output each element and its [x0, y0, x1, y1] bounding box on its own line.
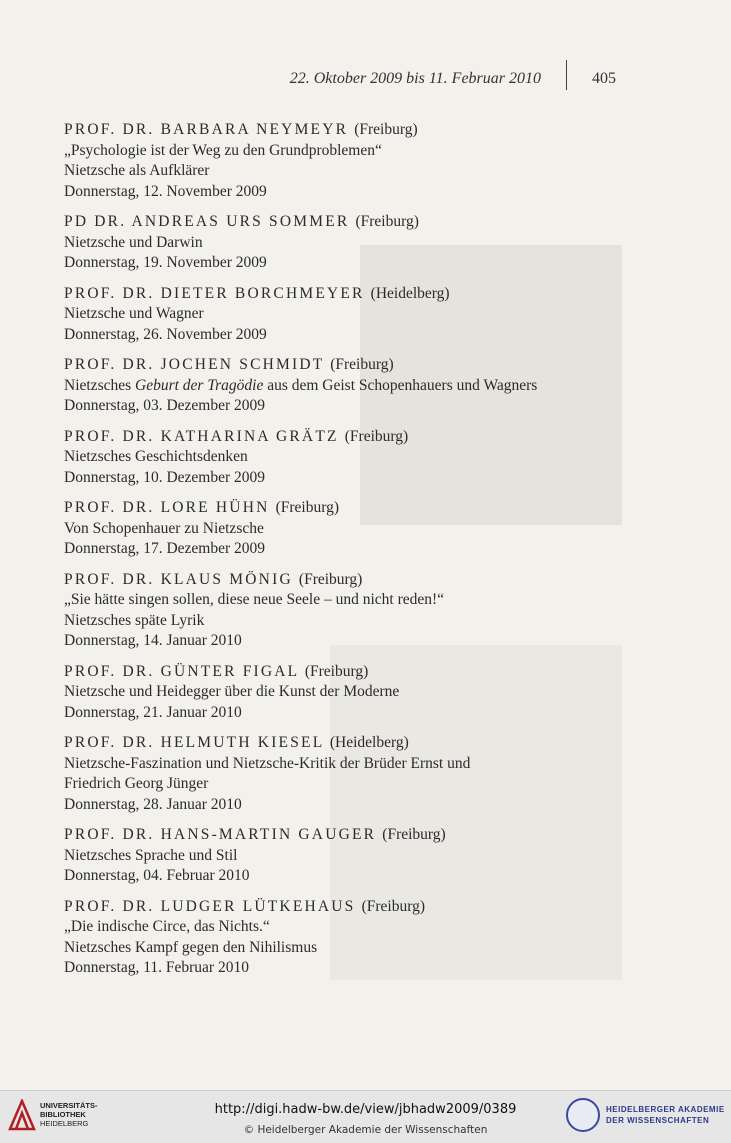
lecture-date: Donnerstag, 26. November 2009: [64, 325, 267, 343]
speaker-place: (Freiburg): [330, 356, 394, 373]
header-divider: [566, 60, 567, 90]
lecture-title: Nietzsches Geschichtsdenken: [64, 448, 248, 465]
speaker-line: [64, 284, 664, 305]
lecture-subtitle: Nietzsches Kampf gegen den Nihilismus: [64, 938, 318, 956]
speaker-place: (Freiburg): [382, 826, 446, 843]
permalink-url[interactable]: http://digi.hadw-bw.de/view/jbhadw2009/0389: [214, 1102, 517, 1117]
running-header: [0, 68, 731, 92]
lecture-title: Nietzsche-Faszination und Nietzsche-Kritik der Brüder Ernst und: [64, 754, 471, 772]
speaker-line: [64, 212, 664, 233]
speaker-place: (Freiburg): [304, 662, 369, 680]
speaker-name: PROF. DR. BARBARA NEYMEYR: [64, 121, 349, 138]
speaker-line: [64, 427, 664, 448]
speaker-name: PROF. DR. LORE HÜHN: [64, 499, 270, 516]
lecture-date: Donnerstag, 10. Dezember 2009: [64, 468, 266, 486]
lecture-title: Nietzsches Sprache und Stil: [64, 846, 238, 864]
speaker-place: (Freiburg): [298, 570, 363, 588]
lecture-date: Donnerstag, 21. Januar 2010: [64, 703, 242, 721]
lecture-date: Donnerstag, 14. Januar 2010: [64, 632, 242, 649]
lecture-title-continued: Friedrich Georg Jünger: [64, 775, 209, 792]
speaker-line: [64, 498, 664, 519]
lecture-entry: [64, 570, 664, 652]
speaker-name: PROF. DR. JOCHEN SCHMIDT: [64, 356, 325, 373]
lecture-entry: [64, 662, 664, 724]
lecture-entry: [64, 897, 664, 979]
speaker-name: PROF. DR. GÜNTER FIGAL: [64, 662, 299, 680]
lecture-list: [64, 120, 664, 989]
lecture-entry: [64, 733, 664, 815]
lecture-entry: [64, 498, 664, 560]
speaker-name: PROF. DR. HANS-MARTIN GAUGER: [64, 826, 377, 843]
speaker-line: [64, 897, 664, 918]
speaker-name: PROF. DR. DIETER BORCHMEYER: [64, 284, 365, 302]
speaker-name: PROF. DR. KATHARINA GRÄTZ: [64, 427, 339, 445]
speaker-line: [64, 355, 664, 376]
speaker-place: (Freiburg): [355, 213, 419, 230]
speaker-name: PROF. DR. KLAUS MÖNIG: [64, 570, 293, 588]
speaker-line: [64, 733, 664, 754]
speaker-line: [64, 825, 664, 846]
speaker-line: [64, 120, 664, 141]
lecture-entry: [64, 355, 664, 417]
speaker-place: (Freiburg): [344, 427, 409, 445]
lecture-title: Nietzsche und Heidegger über die Kunst der Moderne: [64, 683, 400, 700]
lecture-title: „Die indische Circe, das Nichts.“: [64, 918, 270, 935]
lecture-title: Nietzsche und Wagner: [64, 305, 204, 322]
lecture-date: Donnerstag, 19. November 2009: [64, 254, 267, 271]
speaker-place: (Freiburg): [354, 121, 418, 138]
lecture-entry: [64, 212, 664, 274]
lecture-title: „Sie hätte singen sollen, diese neue Seele – und nicht reden!“: [64, 591, 445, 608]
lecture-date: Donnerstag, 17. Dezember 2009: [64, 540, 266, 557]
lecture-date: Donnerstag, 12. November 2009: [64, 182, 267, 200]
speaker-place: (Freiburg): [361, 897, 426, 915]
lecture-entry: [64, 427, 664, 489]
speaker-name: PROF. DR. LUDGER LÜTKEHAUS: [64, 897, 356, 915]
lecture-subtitle: Nietzsche als Aufklärer: [64, 162, 210, 179]
work-title: Geburt der Tragödie: [135, 376, 264, 394]
academy-seal-icon: [566, 1098, 600, 1132]
copyright-notice: © Heidelberger Akademie der Wissenschaften: [243, 1124, 488, 1136]
speaker-name: PD DR. ANDREAS URS SOMMER: [64, 213, 350, 230]
lecture-title: Nietzsches Geburt der Tragödie aus dem Geist Schopenhauers und Wagners: [64, 376, 538, 394]
lecture-date: Donnerstag, 28. Januar 2010: [64, 795, 242, 813]
running-title: 22. Oktober 2009 bis 11. Februar 2010: [289, 70, 541, 87]
lecture-title: Von Schopenhauer zu Nietzsche: [64, 519, 264, 537]
speaker-place: (Heidelberg): [329, 734, 409, 751]
lecture-entry: [64, 284, 664, 346]
lecture-date: Donnerstag, 11. Februar 2010: [64, 959, 249, 976]
lecture-subtitle: Nietzsches späte Lyrik: [64, 611, 205, 629]
academy-name: HEIDELBERGER AKADEMIE DER WISSENSCHAFTEN: [606, 1105, 725, 1125]
page-number: 405: [592, 70, 616, 87]
speaker-place: (Freiburg): [275, 499, 339, 516]
speaker-line: [64, 570, 664, 591]
speaker-place: (Heidelberg): [370, 284, 450, 302]
lecture-date: Donnerstag, 04. Februar 2010: [64, 867, 250, 884]
lecture-entry: [64, 120, 664, 202]
lecture-date: Donnerstag, 03. Dezember 2009: [64, 397, 266, 414]
university-library-name: UNIVERSITÄTS- BIBLIOTHEK HEIDELBERG: [40, 1101, 98, 1128]
digitization-footer: [0, 1090, 731, 1143]
speaker-line: [64, 662, 664, 683]
lecture-title: „Psychologie ist der Weg zu den Grundproblemen“: [64, 141, 382, 159]
lecture-title: Nietzsche und Darwin: [64, 233, 203, 251]
speaker-name: PROF. DR. HELMUTH KIESEL: [64, 734, 324, 751]
lecture-entry: [64, 825, 664, 887]
